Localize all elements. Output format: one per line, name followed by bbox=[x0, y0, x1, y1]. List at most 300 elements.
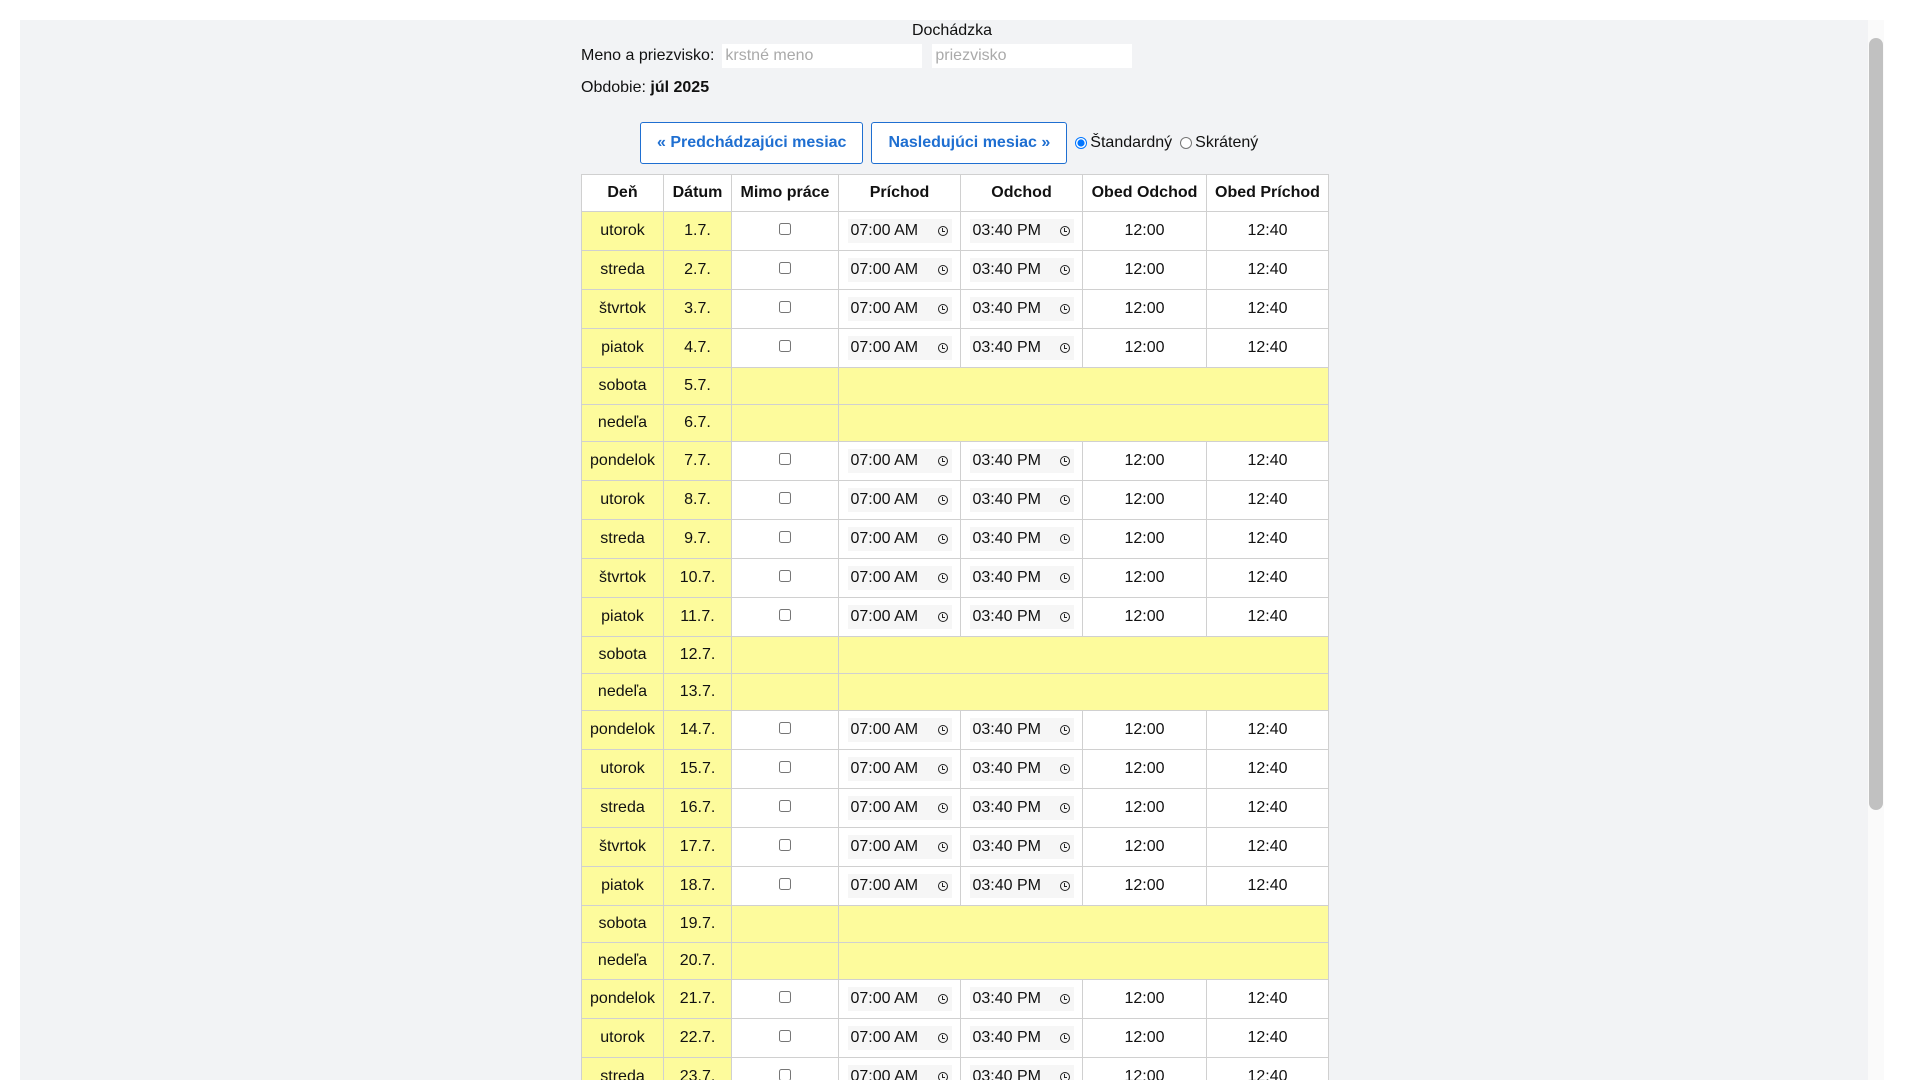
day-cell: streda bbox=[582, 251, 664, 290]
date-cell: 2.7. bbox=[664, 251, 732, 290]
departure-time-value: 03:40 PM bbox=[972, 569, 1041, 586]
arrival-time-input[interactable] bbox=[848, 1065, 952, 1080]
day-cell: piatok bbox=[582, 598, 664, 637]
clock-icon[interactable] bbox=[938, 764, 948, 774]
controls bbox=[640, 122, 1266, 164]
clock-icon[interactable] bbox=[938, 612, 948, 622]
table-row bbox=[582, 329, 1329, 368]
clock-icon[interactable] bbox=[1060, 612, 1070, 622]
table-body bbox=[582, 212, 1329, 1080]
departure-cell bbox=[961, 251, 1083, 290]
arrival-cell bbox=[839, 750, 961, 789]
clock-icon[interactable] bbox=[938, 1033, 948, 1043]
lunch-out-cell: 12:00 bbox=[1083, 481, 1207, 520]
date-cell: 10.7. bbox=[664, 559, 732, 598]
weekend-cell bbox=[839, 405, 1329, 442]
arrival-cell bbox=[839, 1058, 961, 1080]
weekend-cell bbox=[839, 906, 1329, 943]
departure-time-input[interactable] bbox=[970, 796, 1074, 820]
out-of-work-checkbox[interactable] bbox=[779, 1069, 791, 1080]
out-of-work-checkbox[interactable] bbox=[779, 492, 791, 504]
out-of-work-cell bbox=[732, 481, 839, 520]
clock-icon[interactable] bbox=[938, 456, 948, 466]
day-cell: utorok bbox=[582, 750, 664, 789]
date-cell: 12.7. bbox=[664, 637, 732, 674]
clock-icon[interactable] bbox=[938, 725, 948, 735]
clock-icon[interactable] bbox=[938, 803, 948, 813]
departure-cell bbox=[961, 329, 1083, 368]
arrival-time-value: 07:00 AM bbox=[850, 530, 919, 547]
arrival-cell bbox=[839, 520, 961, 559]
mode-standard-label: Štandardný bbox=[1090, 134, 1173, 151]
arrival-cell bbox=[839, 212, 961, 251]
clock-icon[interactable] bbox=[938, 1072, 948, 1080]
table-row bbox=[582, 637, 1329, 674]
page bbox=[20, 20, 1884, 1080]
lunch-out-cell: 12:00 bbox=[1083, 1019, 1207, 1058]
out-of-work-checkbox[interactable] bbox=[779, 1030, 791, 1042]
day-cell: sobota bbox=[582, 906, 664, 943]
departure-time-input[interactable] bbox=[970, 258, 1074, 282]
table-header-row bbox=[582, 175, 1329, 212]
clock-icon[interactable] bbox=[938, 495, 948, 505]
table-row bbox=[582, 789, 1329, 828]
clock-icon[interactable] bbox=[1060, 456, 1070, 466]
arrival-cell bbox=[839, 290, 961, 329]
mode-short-label: Skrátený bbox=[1195, 134, 1259, 151]
clock-icon[interactable] bbox=[1060, 842, 1070, 852]
lunch-in-cell: 12:40 bbox=[1207, 442, 1329, 481]
out-of-work-cell bbox=[732, 405, 839, 442]
arrival-time-input[interactable] bbox=[848, 835, 952, 859]
departure-time-input[interactable] bbox=[970, 1026, 1074, 1050]
day-cell: nedeľa bbox=[582, 943, 664, 980]
arrival-time-value: 07:00 AM bbox=[850, 799, 919, 816]
clock-icon[interactable] bbox=[1060, 725, 1070, 735]
out-of-work-cell bbox=[732, 251, 839, 290]
arrival-time-input[interactable] bbox=[848, 874, 952, 898]
departure-time-value: 03:40 PM bbox=[972, 491, 1041, 508]
date-cell: 21.7. bbox=[664, 980, 732, 1019]
out-of-work-cell bbox=[732, 290, 839, 329]
table-row bbox=[582, 943, 1329, 980]
weekend-cell bbox=[839, 637, 1329, 674]
clock-icon[interactable] bbox=[1060, 573, 1070, 583]
lunch-in-cell: 12:40 bbox=[1207, 750, 1329, 789]
date-cell: 1.7. bbox=[664, 212, 732, 251]
arrival-time-value: 07:00 AM bbox=[850, 877, 919, 894]
departure-time-input[interactable] bbox=[970, 835, 1074, 859]
arrival-time-input[interactable] bbox=[848, 718, 952, 742]
vertical-scrollbar[interactable] bbox=[1868, 20, 1884, 1080]
lunch-in-cell: 12:40 bbox=[1207, 789, 1329, 828]
period-label: Obdobie: bbox=[581, 79, 646, 96]
lunch-out-cell: 12:00 bbox=[1083, 867, 1207, 906]
name-row bbox=[581, 44, 1142, 68]
clock-icon[interactable] bbox=[1060, 764, 1070, 774]
table-row bbox=[582, 442, 1329, 481]
lunch-in-cell: 12:40 bbox=[1207, 1019, 1329, 1058]
page-title: Dochádzka bbox=[911, 22, 993, 39]
lunch-out-cell: 12:00 bbox=[1083, 520, 1207, 559]
table-row bbox=[582, 559, 1329, 598]
weekend-cell bbox=[839, 943, 1329, 980]
clock-icon[interactable] bbox=[1060, 226, 1070, 236]
arrival-time-input[interactable] bbox=[848, 219, 952, 243]
clock-icon[interactable] bbox=[938, 226, 948, 236]
mode-short-option[interactable] bbox=[1180, 134, 1258, 152]
day-cell: piatok bbox=[582, 329, 664, 368]
departure-time-input[interactable] bbox=[970, 219, 1074, 243]
departure-time-value: 03:40 PM bbox=[972, 838, 1041, 855]
out-of-work-checkbox[interactable] bbox=[779, 878, 791, 890]
mode-short-radio[interactable] bbox=[1180, 137, 1192, 149]
out-of-work-cell bbox=[732, 1019, 839, 1058]
day-cell: pondelok bbox=[582, 980, 664, 1019]
next-month-button[interactable]: Nasledujúci mesiac » bbox=[871, 122, 1067, 164]
lunch-in-cell: 12:40 bbox=[1207, 828, 1329, 867]
departure-time-input[interactable] bbox=[970, 757, 1074, 781]
out-of-work-cell bbox=[732, 750, 839, 789]
day-cell: streda bbox=[582, 520, 664, 559]
arrival-cell bbox=[839, 1019, 961, 1058]
arrival-time-value: 07:00 AM bbox=[850, 838, 919, 855]
clock-icon[interactable] bbox=[1060, 803, 1070, 813]
arrival-time-value: 07:00 AM bbox=[850, 608, 919, 625]
date-cell: 23.7. bbox=[664, 1058, 732, 1080]
departure-time-input[interactable] bbox=[970, 605, 1074, 629]
header-out-of-work: Mimo práce bbox=[732, 175, 839, 212]
arrival-cell bbox=[839, 828, 961, 867]
arrival-time-value: 07:00 AM bbox=[850, 452, 919, 469]
out-of-work-checkbox[interactable] bbox=[779, 453, 791, 465]
lunch-out-cell: 12:00 bbox=[1083, 251, 1207, 290]
out-of-work-checkbox[interactable] bbox=[779, 223, 791, 235]
day-cell: piatok bbox=[582, 867, 664, 906]
clock-icon[interactable] bbox=[1060, 343, 1070, 353]
lunch-in-cell: 12:40 bbox=[1207, 1058, 1329, 1080]
date-cell: 15.7. bbox=[664, 750, 732, 789]
date-cell: 7.7. bbox=[664, 442, 732, 481]
departure-time-input[interactable] bbox=[970, 1065, 1074, 1080]
table-row bbox=[582, 405, 1329, 442]
clock-icon[interactable] bbox=[938, 573, 948, 583]
first-name-input[interactable] bbox=[722, 44, 922, 68]
clock-icon[interactable] bbox=[938, 534, 948, 544]
day-cell: utorok bbox=[582, 481, 664, 520]
out-of-work-cell bbox=[732, 980, 839, 1019]
date-cell: 6.7. bbox=[664, 405, 732, 442]
out-of-work-checkbox[interactable] bbox=[779, 340, 791, 352]
date-cell: 17.7. bbox=[664, 828, 732, 867]
departure-time-value: 03:40 PM bbox=[972, 261, 1041, 278]
table-row bbox=[582, 906, 1329, 943]
out-of-work-cell bbox=[732, 828, 839, 867]
out-of-work-checkbox[interactable] bbox=[779, 262, 791, 274]
departure-time-input[interactable] bbox=[970, 449, 1074, 473]
clock-icon[interactable] bbox=[1060, 265, 1070, 275]
lunch-out-cell: 12:00 bbox=[1083, 290, 1207, 329]
departure-time-value: 03:40 PM bbox=[972, 1068, 1041, 1080]
lunch-in-cell: 12:40 bbox=[1207, 329, 1329, 368]
out-of-work-checkbox[interactable] bbox=[779, 609, 791, 621]
out-of-work-cell bbox=[732, 637, 839, 674]
table-row bbox=[582, 481, 1329, 520]
arrival-time-input[interactable] bbox=[848, 605, 952, 629]
arrival-time-value: 07:00 AM bbox=[850, 222, 919, 239]
table-row bbox=[582, 368, 1329, 405]
clock-icon[interactable] bbox=[938, 265, 948, 275]
weekend-cell bbox=[839, 368, 1329, 405]
table-row bbox=[582, 750, 1329, 789]
departure-cell bbox=[961, 1019, 1083, 1058]
arrival-time-input[interactable] bbox=[848, 449, 952, 473]
out-of-work-cell bbox=[732, 368, 839, 405]
lunch-in-cell: 12:40 bbox=[1207, 212, 1329, 251]
clock-icon[interactable] bbox=[938, 842, 948, 852]
departure-cell bbox=[961, 750, 1083, 789]
period-value: júl 2025 bbox=[650, 79, 710, 96]
date-cell: 4.7. bbox=[664, 329, 732, 368]
date-cell: 19.7. bbox=[664, 906, 732, 943]
table-row bbox=[582, 520, 1329, 559]
table-row bbox=[582, 674, 1329, 711]
out-of-work-cell bbox=[732, 906, 839, 943]
departure-cell bbox=[961, 711, 1083, 750]
out-of-work-cell bbox=[732, 867, 839, 906]
arrival-time-value: 07:00 AM bbox=[850, 491, 919, 508]
departure-cell bbox=[961, 442, 1083, 481]
out-of-work-cell bbox=[732, 789, 839, 828]
arrival-time-input[interactable] bbox=[848, 488, 952, 512]
day-cell: štvrtok bbox=[582, 828, 664, 867]
departure-cell bbox=[961, 212, 1083, 251]
date-cell: 9.7. bbox=[664, 520, 732, 559]
arrival-time-value: 07:00 AM bbox=[850, 990, 919, 1007]
table-row bbox=[582, 711, 1329, 750]
departure-time-value: 03:40 PM bbox=[972, 300, 1041, 317]
out-of-work-cell bbox=[732, 520, 839, 559]
arrival-time-value: 07:00 AM bbox=[850, 1029, 919, 1046]
lunch-in-cell: 12:40 bbox=[1207, 520, 1329, 559]
arrival-time-value: 07:00 AM bbox=[850, 569, 919, 586]
lunch-out-cell: 12:00 bbox=[1083, 711, 1207, 750]
lunch-out-cell: 12:00 bbox=[1083, 212, 1207, 251]
clock-icon[interactable] bbox=[1060, 304, 1070, 314]
clock-icon[interactable] bbox=[938, 304, 948, 314]
departure-time-value: 03:40 PM bbox=[972, 990, 1041, 1007]
departure-cell bbox=[961, 598, 1083, 637]
date-cell: 20.7. bbox=[664, 943, 732, 980]
arrival-time-value: 07:00 AM bbox=[850, 721, 919, 738]
lunch-in-cell: 12:40 bbox=[1207, 251, 1329, 290]
departure-time-value: 03:40 PM bbox=[972, 530, 1041, 547]
out-of-work-checkbox[interactable] bbox=[779, 761, 791, 773]
out-of-work-cell bbox=[732, 442, 839, 481]
departure-time-value: 03:40 PM bbox=[972, 1029, 1041, 1046]
departure-cell bbox=[961, 828, 1083, 867]
day-cell: sobota bbox=[582, 637, 664, 674]
name-label: Meno a priezvisko: bbox=[581, 47, 715, 64]
arrival-time-input[interactable] bbox=[848, 757, 952, 781]
header-departure: Odchod bbox=[961, 175, 1083, 212]
mode-standard-radio[interactable] bbox=[1075, 137, 1087, 149]
arrival-time-input[interactable] bbox=[848, 796, 952, 820]
lunch-in-cell: 12:40 bbox=[1207, 711, 1329, 750]
out-of-work-cell bbox=[732, 598, 839, 637]
arrival-time-input[interactable] bbox=[848, 336, 952, 360]
day-cell: pondelok bbox=[582, 711, 664, 750]
out-of-work-checkbox[interactable] bbox=[779, 570, 791, 582]
day-cell: štvrtok bbox=[582, 559, 664, 598]
weekend-cell bbox=[839, 674, 1329, 711]
departure-cell bbox=[961, 1058, 1083, 1080]
header-day: Deň bbox=[582, 175, 664, 212]
date-cell: 3.7. bbox=[664, 290, 732, 329]
date-cell: 18.7. bbox=[664, 867, 732, 906]
departure-cell bbox=[961, 789, 1083, 828]
clock-icon[interactable] bbox=[938, 994, 948, 1004]
out-of-work-checkbox[interactable] bbox=[779, 800, 791, 812]
date-cell: 5.7. bbox=[664, 368, 732, 405]
lunch-out-cell: 12:00 bbox=[1083, 750, 1207, 789]
out-of-work-checkbox[interactable] bbox=[779, 991, 791, 1003]
lunch-in-cell: 12:40 bbox=[1207, 980, 1329, 1019]
departure-time-value: 03:40 PM bbox=[972, 799, 1041, 816]
departure-time-value: 03:40 PM bbox=[972, 721, 1041, 738]
out-of-work-cell bbox=[732, 559, 839, 598]
departure-cell bbox=[961, 481, 1083, 520]
header-arrival: Príchod bbox=[839, 175, 961, 212]
day-cell: utorok bbox=[582, 1019, 664, 1058]
scrollbar-thumb[interactable] bbox=[1869, 38, 1883, 810]
arrival-cell bbox=[839, 598, 961, 637]
arrival-cell bbox=[839, 867, 961, 906]
date-cell: 13.7. bbox=[664, 674, 732, 711]
departure-time-input[interactable] bbox=[970, 566, 1074, 590]
departure-cell bbox=[961, 867, 1083, 906]
day-cell: štvrtok bbox=[582, 290, 664, 329]
out-of-work-cell bbox=[732, 1058, 839, 1080]
clock-icon[interactable] bbox=[1060, 994, 1070, 1004]
departure-time-input[interactable] bbox=[970, 718, 1074, 742]
previous-month-button[interactable]: « Predchádzajúci mesiac bbox=[640, 122, 863, 164]
departure-cell bbox=[961, 290, 1083, 329]
departure-time-value: 03:40 PM bbox=[972, 452, 1041, 469]
day-cell: utorok bbox=[582, 212, 664, 251]
out-of-work-checkbox[interactable] bbox=[779, 839, 791, 851]
out-of-work-cell bbox=[732, 329, 839, 368]
departure-time-value: 03:40 PM bbox=[972, 222, 1041, 239]
lunch-out-cell: 12:00 bbox=[1083, 789, 1207, 828]
arrival-time-value: 07:00 AM bbox=[850, 261, 919, 278]
table-row bbox=[582, 290, 1329, 329]
period bbox=[581, 79, 709, 97]
date-cell: 16.7. bbox=[664, 789, 732, 828]
arrival-cell bbox=[839, 481, 961, 520]
arrival-time-input[interactable] bbox=[848, 987, 952, 1011]
clock-icon[interactable] bbox=[938, 343, 948, 353]
departure-time-value: 03:40 PM bbox=[972, 877, 1041, 894]
out-of-work-cell bbox=[732, 943, 839, 980]
clock-icon[interactable] bbox=[1060, 1033, 1070, 1043]
day-cell: sobota bbox=[582, 368, 664, 405]
arrival-cell bbox=[839, 329, 961, 368]
arrival-time-input[interactable] bbox=[848, 566, 952, 590]
lunch-out-cell: 12:00 bbox=[1083, 442, 1207, 481]
departure-time-input[interactable] bbox=[970, 874, 1074, 898]
arrival-cell bbox=[839, 711, 961, 750]
table-row bbox=[582, 598, 1329, 637]
departure-time-value: 03:40 PM bbox=[972, 339, 1041, 356]
departure-cell bbox=[961, 559, 1083, 598]
day-cell: streda bbox=[582, 789, 664, 828]
lunch-out-cell: 12:00 bbox=[1083, 828, 1207, 867]
lunch-in-cell: 12:40 bbox=[1207, 290, 1329, 329]
departure-time-input[interactable] bbox=[970, 297, 1074, 321]
table-row bbox=[582, 251, 1329, 290]
out-of-work-checkbox[interactable] bbox=[779, 301, 791, 313]
arrival-time-input[interactable] bbox=[848, 527, 952, 551]
departure-time-input[interactable] bbox=[970, 987, 1074, 1011]
arrival-cell bbox=[839, 442, 961, 481]
departure-time-value: 03:40 PM bbox=[972, 760, 1041, 777]
clock-icon[interactable] bbox=[1060, 495, 1070, 505]
table-row bbox=[582, 212, 1329, 251]
out-of-work-checkbox[interactable] bbox=[779, 531, 791, 543]
out-of-work-cell bbox=[732, 212, 839, 251]
departure-time-input[interactable] bbox=[970, 336, 1074, 360]
table-row bbox=[582, 1019, 1329, 1058]
header-lunch-in: Obed Príchod bbox=[1207, 175, 1329, 212]
out-of-work-cell bbox=[732, 711, 839, 750]
lunch-in-cell: 12:40 bbox=[1207, 598, 1329, 637]
clock-icon[interactable] bbox=[1060, 1072, 1070, 1080]
arrival-cell bbox=[839, 789, 961, 828]
arrival-cell bbox=[839, 980, 961, 1019]
lunch-out-cell: 12:00 bbox=[1083, 598, 1207, 637]
date-cell: 11.7. bbox=[664, 598, 732, 637]
clock-icon[interactable] bbox=[1060, 881, 1070, 891]
lunch-in-cell: 12:40 bbox=[1207, 867, 1329, 906]
departure-cell bbox=[961, 980, 1083, 1019]
lunch-out-cell: 12:00 bbox=[1083, 329, 1207, 368]
lunch-in-cell: 12:40 bbox=[1207, 481, 1329, 520]
arrival-time-value: 07:00 AM bbox=[850, 760, 919, 777]
table-row bbox=[582, 1058, 1329, 1080]
last-name-input[interactable] bbox=[932, 44, 1132, 68]
departure-time-input[interactable] bbox=[970, 527, 1074, 551]
departure-time-input[interactable] bbox=[970, 488, 1074, 512]
clock-icon[interactable] bbox=[938, 881, 948, 891]
arrival-time-value: 07:00 AM bbox=[850, 339, 919, 356]
day-cell: pondelok bbox=[582, 442, 664, 481]
arrival-cell bbox=[839, 251, 961, 290]
lunch-out-cell: 12:00 bbox=[1083, 1058, 1207, 1080]
arrival-time-input[interactable] bbox=[848, 258, 952, 282]
clock-icon[interactable] bbox=[1060, 534, 1070, 544]
out-of-work-checkbox[interactable] bbox=[779, 722, 791, 734]
mode-standard-option[interactable] bbox=[1075, 134, 1172, 152]
lunch-in-cell: 12:40 bbox=[1207, 559, 1329, 598]
out-of-work-cell bbox=[732, 674, 839, 711]
lunch-out-cell: 12:00 bbox=[1083, 559, 1207, 598]
arrival-time-input[interactable] bbox=[848, 297, 952, 321]
day-cell: nedeľa bbox=[582, 674, 664, 711]
date-cell: 14.7. bbox=[664, 711, 732, 750]
arrival-time-input[interactable] bbox=[848, 1026, 952, 1050]
table-row bbox=[582, 867, 1329, 906]
